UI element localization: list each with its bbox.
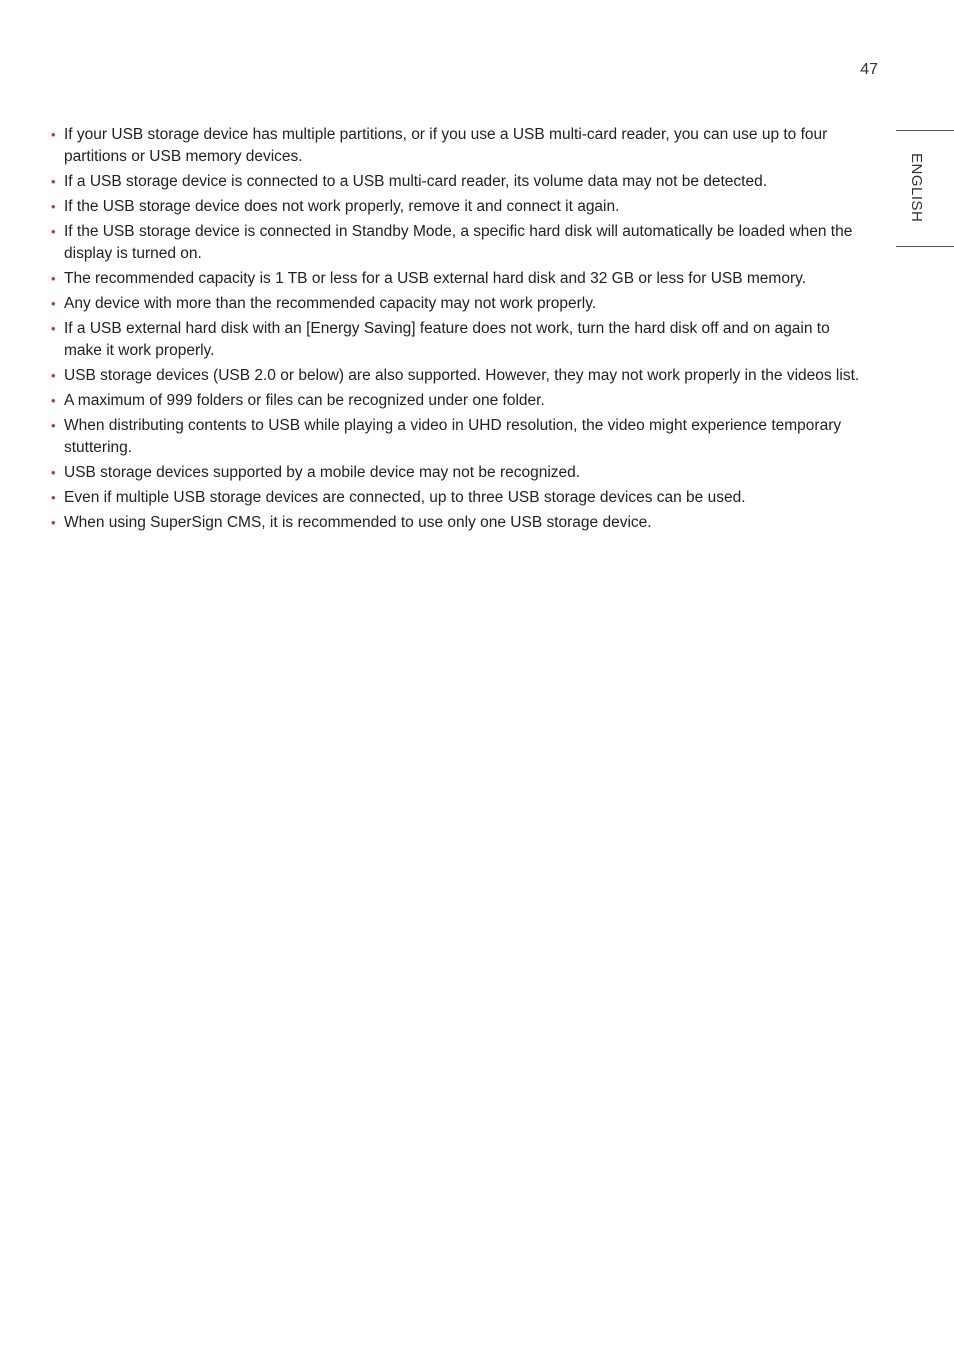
list-item (0, 318, 864, 362)
page-number: 47 (860, 61, 878, 78)
list-item-text: USB storage devices supported by a mobile device may not be recognized. (64, 464, 581, 481)
list-item-text: USB storage devices (USB 2.0 or below) are also supported. However, they may not work properly in the videos list. (64, 367, 860, 384)
bullet-icon: • (51, 174, 56, 189)
bullet-icon: • (51, 224, 56, 239)
list-item-text: A maximum of 999 folders or files can be recognized under one folder. (64, 392, 545, 409)
bullet-icon: • (51, 418, 56, 433)
list-item (0, 171, 864, 193)
language-tab (896, 130, 954, 247)
bullet-icon: • (51, 127, 56, 142)
bullet-icon: • (51, 490, 56, 505)
bullet-icon: • (51, 321, 56, 336)
bullet-icon: • (51, 199, 56, 214)
list-item (0, 196, 864, 218)
list-item-text: If a USB storage device is connected to a USB multi-card reader, its volume data may not be detected. (64, 173, 768, 190)
list-item (0, 462, 864, 484)
list-item (0, 221, 864, 265)
list-item-text: If the USB storage device does not work properly, remove it and connect it again. (64, 198, 620, 215)
list-item-text: If a USB external hard disk with an [Energy Saving] feature does not work, turn the hard disk off and on again to make it work properly. (64, 320, 830, 359)
list-item-text: When using SuperSign CMS, it is recommended to use only one USB storage device. (64, 514, 652, 531)
list-item-text: Even if multiple USB storage devices are connected, up to three USB storage devices can be used. (64, 489, 746, 506)
bullet-icon: • (51, 393, 56, 408)
bullet-icon: • (51, 296, 56, 311)
language-label: ENGLISH (908, 153, 925, 223)
list-item-text: If your USB storage device has multiple partitions, or if you use a USB multi-card reader, you can use up to four partitions or USB memory devices. (64, 126, 828, 165)
list-item-text: Any device with more than the recommended capacity may not work properly. (64, 295, 597, 312)
usb-notes-list (0, 124, 864, 537)
list-item (0, 293, 864, 315)
bullet-icon: • (51, 271, 56, 286)
list-item (0, 390, 864, 412)
list-item (0, 124, 864, 168)
list-item-text: If the USB storage device is connected in Standby Mode, a specific hard disk will automatically be loaded when the display is turned on. (64, 223, 853, 262)
list-item (0, 365, 864, 387)
list-item-text: The recommended capacity is 1 TB or less for a USB external hard disk and 32 GB or less for USB memory. (64, 270, 807, 287)
bullet-icon: • (51, 465, 56, 480)
bullet-icon: • (51, 368, 56, 383)
list-item (0, 415, 864, 459)
list-item (0, 268, 864, 290)
list-item (0, 487, 864, 509)
list-item (0, 512, 864, 534)
bullet-icon: • (51, 515, 56, 530)
list-item-text: When distributing contents to USB while playing a video in UHD resolution, the video might experience temporary stuttering. (64, 417, 842, 456)
